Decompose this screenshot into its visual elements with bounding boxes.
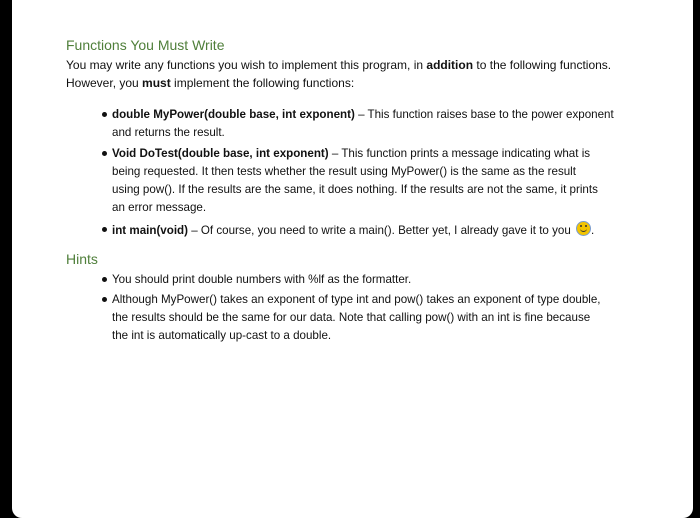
- hint-item-format: [112, 271, 687, 289]
- bullet-icon: [102, 291, 112, 309]
- list-item-dotest: [112, 145, 687, 217]
- intro-text: However, you: [66, 76, 143, 90]
- function-signature: double MyPower(double base, int exponent): [112, 108, 355, 121]
- list-item-line: and returns the result.: [112, 126, 225, 139]
- trailing-period: .: [591, 224, 595, 237]
- list-item-mypower: [112, 106, 687, 142]
- list-item-line: [112, 106, 687, 124]
- intro-line-1: [66, 56, 686, 74]
- list-item-line: Although MyPower() takes an exponent of type int and pow() takes an exponent of type double,: [112, 293, 601, 306]
- intro-line-2: [66, 74, 686, 92]
- bullet-icon: [102, 271, 112, 289]
- bullet-icon: [102, 221, 112, 239]
- list-item-line: You should print double numbers with %lf as the formatter.: [112, 273, 412, 286]
- list-item-line: using pow(). If the results are the same, it does nothing. If the results are not the same, it prints: [112, 183, 598, 196]
- intro-text: implement the following functions:: [170, 76, 355, 90]
- function-description: – This function raises base to the power exponent: [354, 108, 614, 121]
- list-item-line: an error message.: [112, 201, 207, 214]
- section-heading-hints: Hints: [66, 251, 98, 267]
- function-description: – This function prints a message indicating what is: [328, 147, 591, 160]
- hint-item-pow: [112, 291, 687, 345]
- intro-bold-must: must: [142, 76, 171, 90]
- section-heading-functions: Functions You Must Write: [66, 37, 225, 53]
- smiley-face-icon: [576, 221, 591, 236]
- list-item-line: [112, 221, 687, 240]
- intro-text: You may write any functions you wish to implement this program, in: [66, 58, 427, 72]
- list-item-line: [112, 145, 687, 163]
- function-signature: Void DoTest(double base, int exponent): [112, 147, 329, 160]
- bullet-icon: [102, 145, 112, 163]
- intro-bold-addition: addition: [426, 58, 474, 72]
- list-item-main: [112, 221, 687, 240]
- list-item-line: the results should be the same for our data. Note that calling pow() with an int is fine because: [112, 311, 591, 324]
- list-item-line: the int is automatically up-cast to a double.: [112, 329, 332, 342]
- function-signature: int main(void): [112, 224, 188, 237]
- function-description: – Of course, you need to write a main(). Better yet, I already gave it to you: [188, 224, 575, 237]
- document-page: [12, 0, 693, 518]
- bullet-icon: [102, 106, 112, 124]
- intro-text: to the following functions.: [473, 58, 612, 72]
- list-item-line: being requested. It then tests whether the result using MyPower() is the same as the result: [112, 165, 576, 178]
